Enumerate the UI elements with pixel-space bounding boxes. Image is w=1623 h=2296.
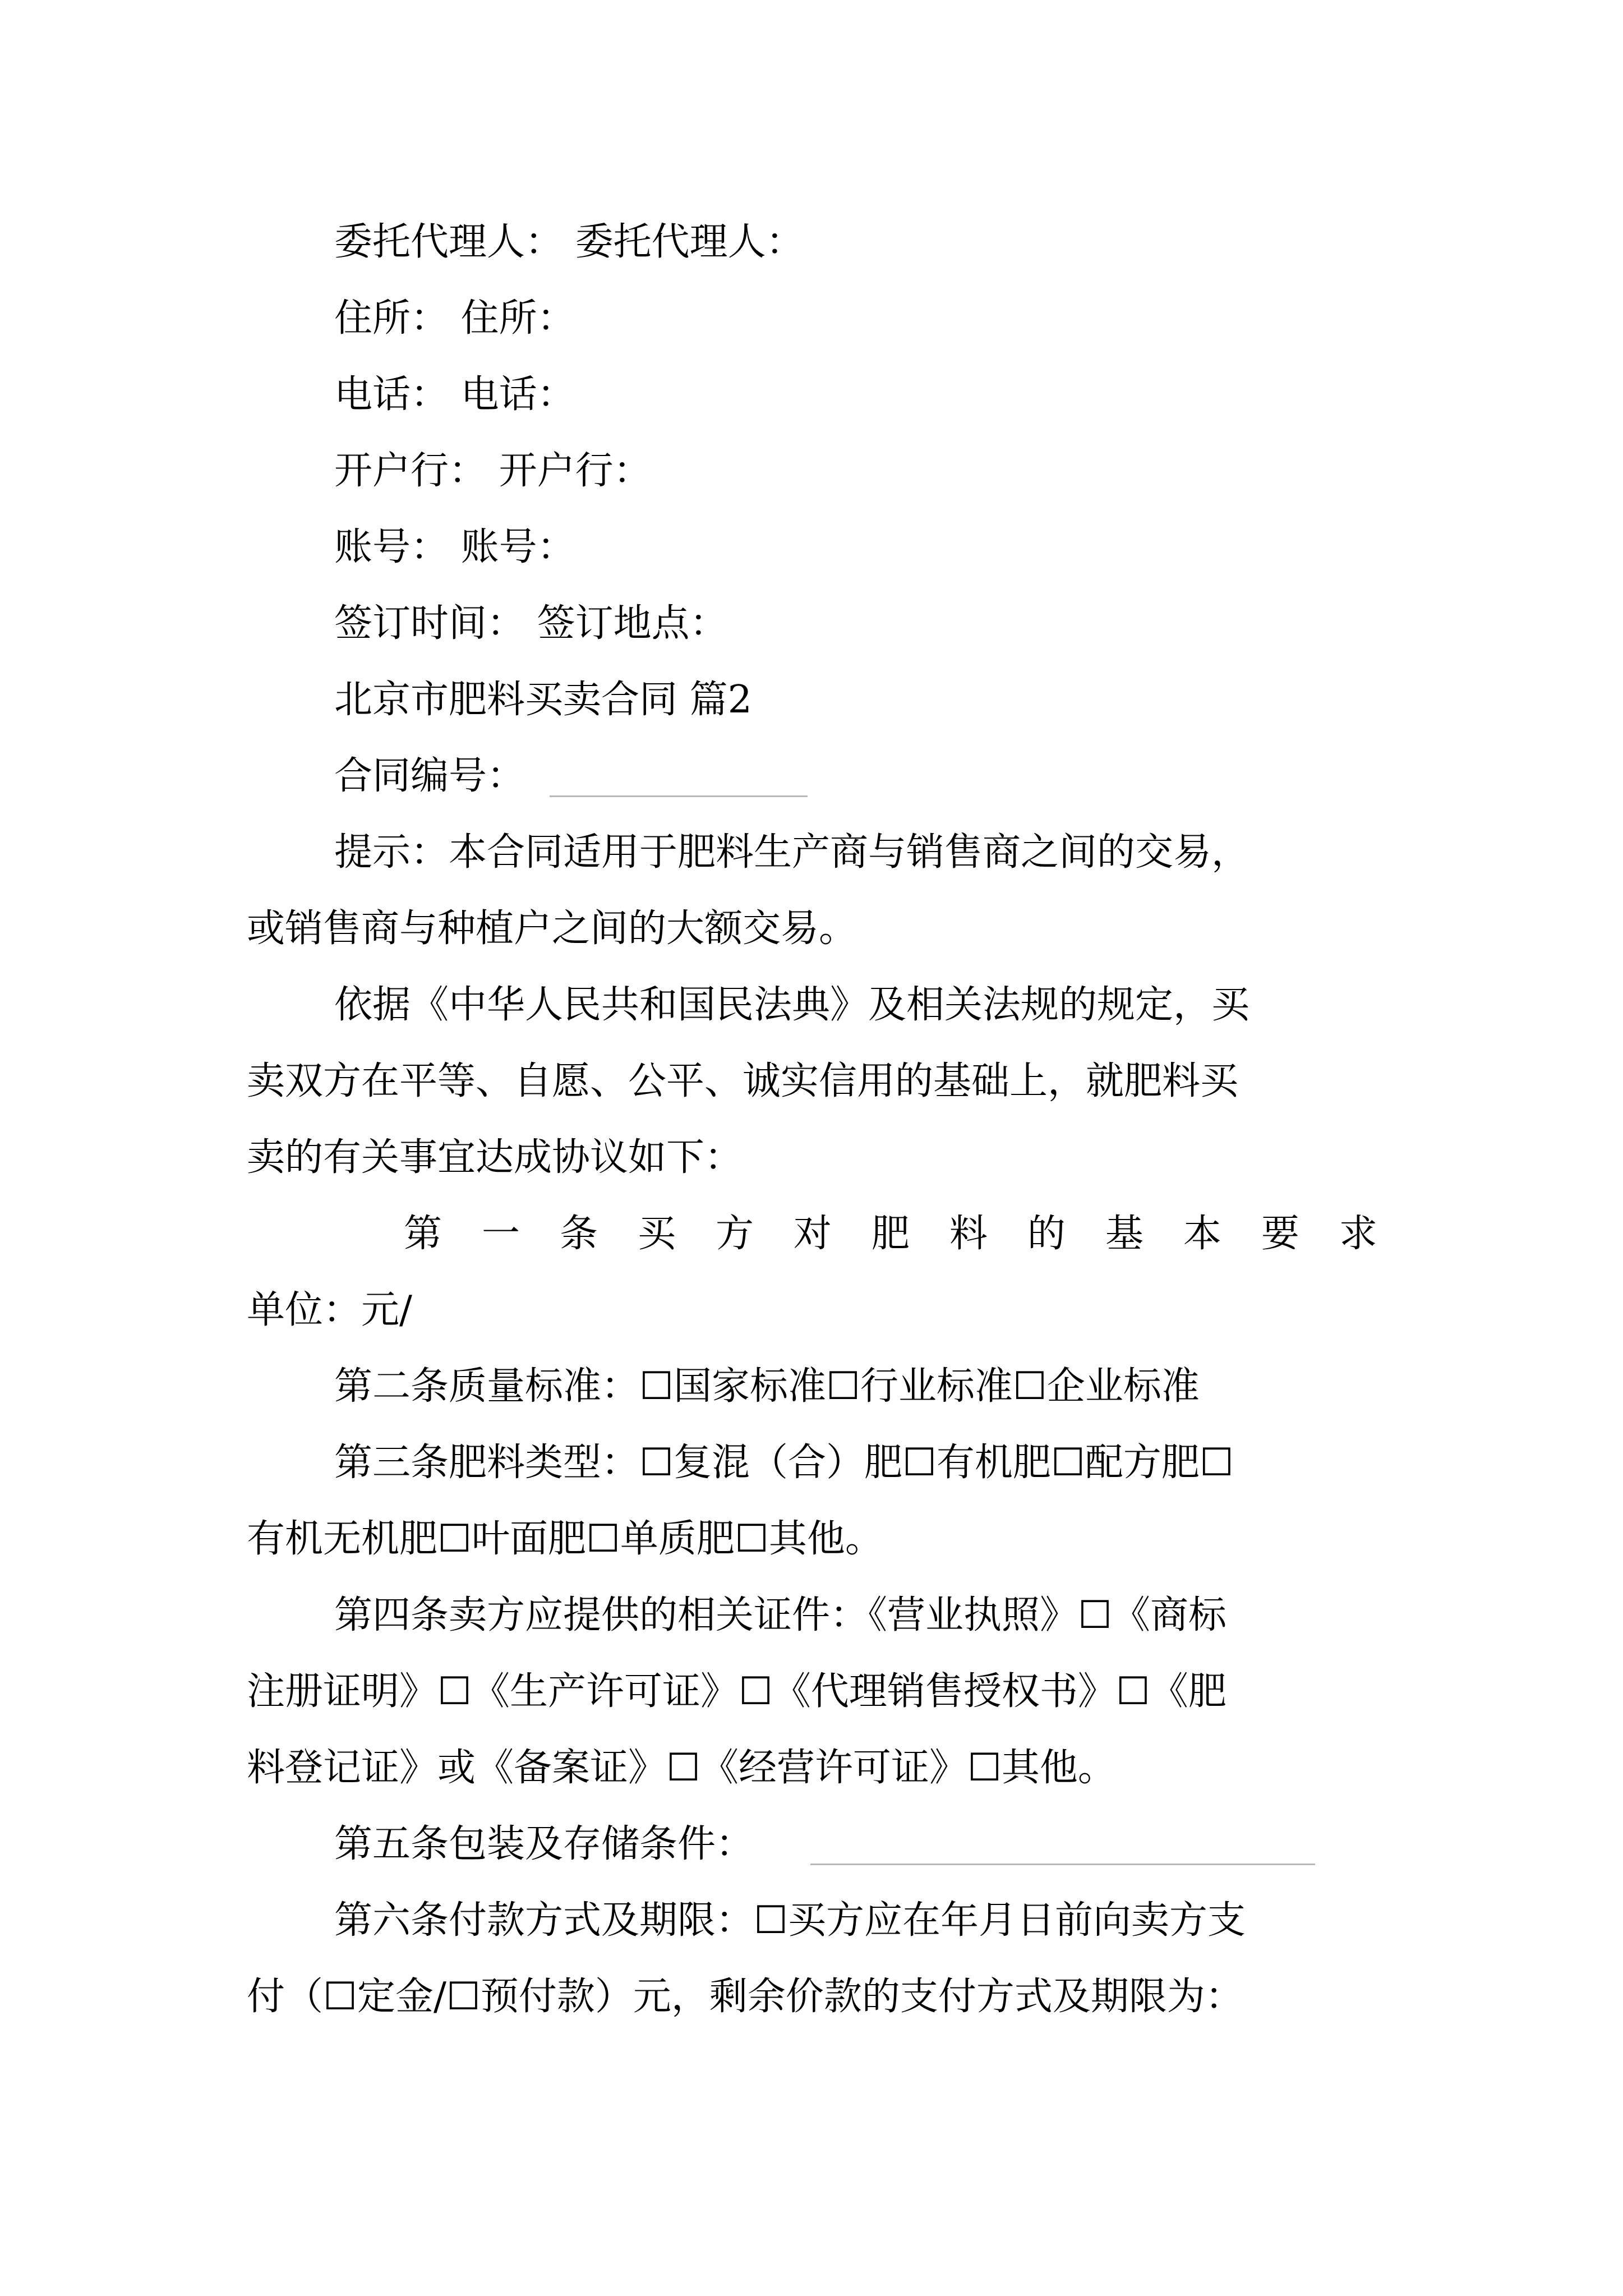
signing-time-place-line: 签订时间： 签订地点：	[334, 601, 728, 646]
basis-line-3: 卖的有关事宜达成协议如下：	[247, 1135, 743, 1180]
article-1-char: 第	[404, 1212, 442, 1256]
article-3-line-1: 第三条肥料类型：☐复混（合）肥☐有机肥☐配方肥☐	[334, 1441, 1234, 1485]
article-6-line-1: 第六条付款方式及期限：☐买方应在年月日前向卖方支	[334, 1898, 1246, 1943]
article-1-heading	[404, 1212, 1377, 1256]
basis-line-1: 依据《中华人民共和国民法典》及相关法规的规定，买	[334, 983, 1250, 1027]
article-5-line: 第五条包装及存储条件：	[334, 1822, 754, 1866]
tip-line-2: 或销售商与种植户之间的大额交易。	[247, 907, 857, 951]
article-1-char: 一	[481, 1212, 520, 1256]
account-line: 账号： 账号：	[334, 525, 575, 569]
contract-number-label: 合同编号：	[334, 754, 525, 798]
article-1-char: 买	[637, 1212, 676, 1256]
article-1-char: 要	[1261, 1212, 1299, 1256]
article-1-char: 本	[1183, 1212, 1221, 1256]
article-1-char: 对	[793, 1212, 832, 1256]
article-4-line-1: 第四条卖方应提供的相关证件：《营业执照》☐《商标	[334, 1593, 1227, 1637]
article-1-char: 求	[1339, 1212, 1377, 1256]
agent-line: 委托代理人： 委托代理人：	[334, 220, 804, 264]
article-6-line-2: 付（☐定金/☐预付款）元，剩余价款的支付方式及期限为：	[247, 1975, 1243, 2019]
article-1-char: 的	[1027, 1212, 1066, 1256]
article-2-line: 第二条质量标准：☐国家标准☐行业标准☐企业标准	[334, 1364, 1200, 1409]
address-line: 住所： 住所：	[334, 296, 575, 341]
article-5-blank	[810, 1864, 1315, 1865]
phone-line: 电话： 电话：	[334, 372, 575, 417]
bank-line: 开户行： 开户行：	[334, 449, 652, 493]
article-1-char: 肥	[871, 1212, 910, 1256]
article-1-char: 条	[559, 1212, 598, 1256]
basis-line-2: 卖双方在平等、自愿、公平、诚实信用的基础上，就肥料买	[247, 1059, 1239, 1103]
contract-number-blank	[550, 795, 808, 797]
tip-line-1: 提示：本合同适用于肥料生产商与销售商之间的交易，	[334, 830, 1250, 875]
article-1-char: 料	[949, 1212, 988, 1256]
article-4-line-2: 注册证明》☐《生产许可证》☐《代理销售授权书》☐《肥	[247, 1669, 1227, 1714]
article-4-line-3: 料登记证》或《备案证》☐《经营许可证》☐其他。	[247, 1746, 1116, 1790]
article-1-char: 基	[1105, 1212, 1144, 1256]
article-3-line-2: 有机无机肥☐叶面肥☐单质肥☐其他。	[247, 1517, 883, 1561]
section-title: 北京市肥料买卖合同 篇2	[334, 678, 752, 722]
unit-line: 单位：元/	[247, 1288, 412, 1332]
article-1-char: 方	[715, 1212, 754, 1256]
